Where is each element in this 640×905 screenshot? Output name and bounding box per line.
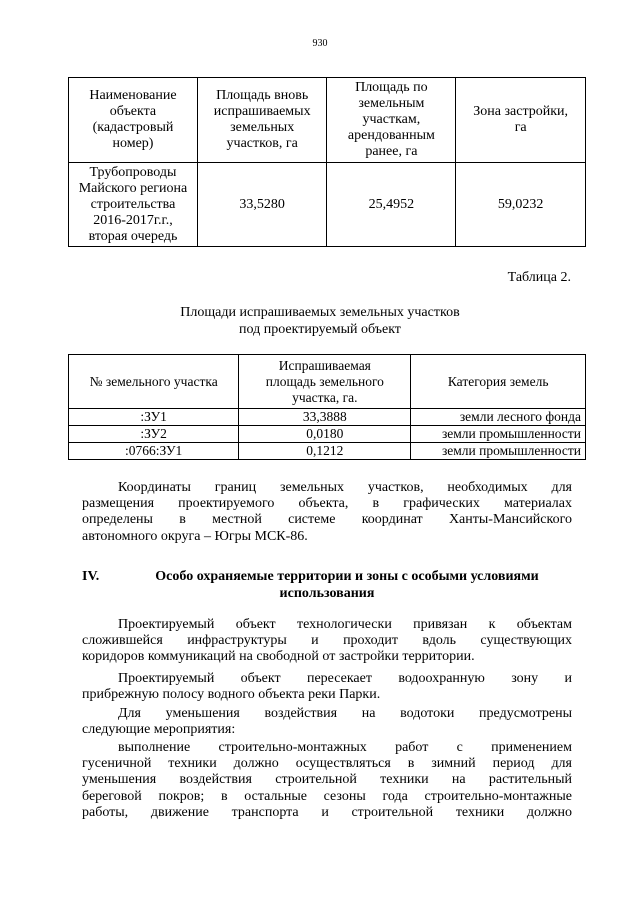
section-title-line: использования xyxy=(279,586,375,601)
cell-text: 2016-2017г.г., xyxy=(93,212,173,228)
cell-plot-area: 0,1212 xyxy=(239,443,411,460)
header-build-zone xyxy=(456,78,586,163)
cell-land-category: земли промышленности xyxy=(411,426,586,443)
table-title-line: под проектируемый объект xyxy=(239,322,401,337)
body-paragraph xyxy=(82,706,572,738)
cell-land-category: земли промышленности xyxy=(411,443,586,460)
cell-new-area: 33,5280 xyxy=(197,163,326,247)
table-title xyxy=(0,304,640,338)
cell-object-name xyxy=(69,163,198,247)
coordinates-paragraph xyxy=(82,480,572,545)
table-title-line: Площади испрашиваемых земельных участков xyxy=(180,305,460,320)
paragraph-line: автономного округа – Югры МСК-86. xyxy=(82,528,308,544)
header-text: земельным xyxy=(358,96,425,111)
land-plots-header-row xyxy=(69,355,586,409)
header-text: участков, га xyxy=(226,136,298,151)
header-object-name xyxy=(69,78,198,163)
cell-plot-number: :ЗУ1 xyxy=(69,409,239,426)
section-title-line: Особо охраняемые территории и зоны с особыми условиями xyxy=(155,569,539,584)
summary-table-header-row xyxy=(69,78,586,163)
header-text: арендованным xyxy=(347,128,435,143)
section-heading xyxy=(82,568,572,602)
table-row xyxy=(69,443,586,460)
header-new-area xyxy=(197,78,326,163)
table-row xyxy=(69,426,586,443)
header-text: Испрашиваемая xyxy=(278,357,371,373)
header-text: земельных xyxy=(230,120,295,135)
header-text: Наименование xyxy=(89,88,177,103)
table-row xyxy=(69,409,586,426)
body-paragraph xyxy=(82,671,572,703)
summary-table xyxy=(68,77,586,247)
header-text: (кадастровый xyxy=(92,120,174,135)
header-text: Зона застройки, xyxy=(473,104,569,119)
section-number: IV. xyxy=(82,569,100,584)
cell-text: вторая очередь xyxy=(88,228,178,244)
header-text: площадь земельного xyxy=(265,373,384,389)
paragraph-line: береговой покров; в остальные сезоны года строительно-монтажные xyxy=(82,788,572,804)
header-text: участка, га. xyxy=(292,389,358,405)
body-paragraph xyxy=(82,617,572,666)
paragraph-line: гусеничной техники должно осуществляться в зимний период для xyxy=(82,756,572,772)
cell-plot-area: 0,0180 xyxy=(239,426,411,443)
cell-plot-number: :0766:ЗУ1 xyxy=(69,443,239,460)
header-plot-number: № земельного участка xyxy=(69,355,239,409)
page-number: 930 xyxy=(312,38,328,49)
cell-text: Майского региона xyxy=(78,180,188,196)
header-text: номер) xyxy=(112,136,154,151)
paragraph-line: коридоров коммуникаций на свободной от застройки территории. xyxy=(82,649,475,665)
cell-build-zone: 59,0232 xyxy=(456,163,586,247)
paragraph-line: выполнение строительно-монтажных работ с применением xyxy=(118,740,572,755)
cell-leased-area: 25,4952 xyxy=(327,163,456,247)
header-text: Площадь по xyxy=(355,80,428,95)
cell-land-category: земли лесного фонда xyxy=(411,409,586,426)
paragraph-line: определены в местной системе координат Ханты-Мансийского xyxy=(82,512,572,528)
header-text: ранее, га xyxy=(365,144,418,159)
header-text: Площадь вновь xyxy=(216,88,309,103)
cell-plot-area: 33,3888 xyxy=(239,409,411,426)
cell-text: строительства xyxy=(90,196,176,212)
header-leased-area xyxy=(327,78,456,163)
land-plots-table xyxy=(68,354,586,460)
paragraph-line: сложившейся инфраструктуры и проходит вдоль существующих xyxy=(82,633,572,649)
header-plot-area xyxy=(239,355,411,409)
header-land-category: Категория земель xyxy=(411,355,586,409)
paragraph-line: следующие мероприятия: xyxy=(82,722,236,738)
paragraph-line: Проектируемый объект пересекает водоохранную зону и xyxy=(118,671,572,686)
header-text: га xyxy=(514,120,527,135)
header-text: объекта xyxy=(109,104,157,119)
cell-text: Трубопроводы xyxy=(89,164,177,180)
header-text: участкам, xyxy=(362,112,421,127)
paragraph-line: Проектируемый объект технологически привязан к объектам xyxy=(118,617,572,632)
body-paragraph xyxy=(82,740,572,821)
table-caption: Таблица 2. xyxy=(507,270,571,285)
cell-plot-number: :ЗУ2 xyxy=(69,426,239,443)
header-text: испрашиваемых xyxy=(213,104,311,119)
paragraph-line: уменьшения воздействия строительной техники на растительный xyxy=(82,772,572,788)
paragraph-line: Координаты границ земельных участков, необходимых для xyxy=(118,480,572,495)
paragraph-line: работы, движение транспорта и строительной техники должно xyxy=(82,804,572,820)
paragraph-line: размещения проектируемого объекта, в графических материалах xyxy=(82,496,572,512)
paragraph-line: Для уменьшения воздействия на водотоки предусмотрены xyxy=(118,706,572,721)
table-row xyxy=(69,163,586,247)
paragraph-line: прибрежную полосу водного объекта реки Парки. xyxy=(82,687,381,703)
